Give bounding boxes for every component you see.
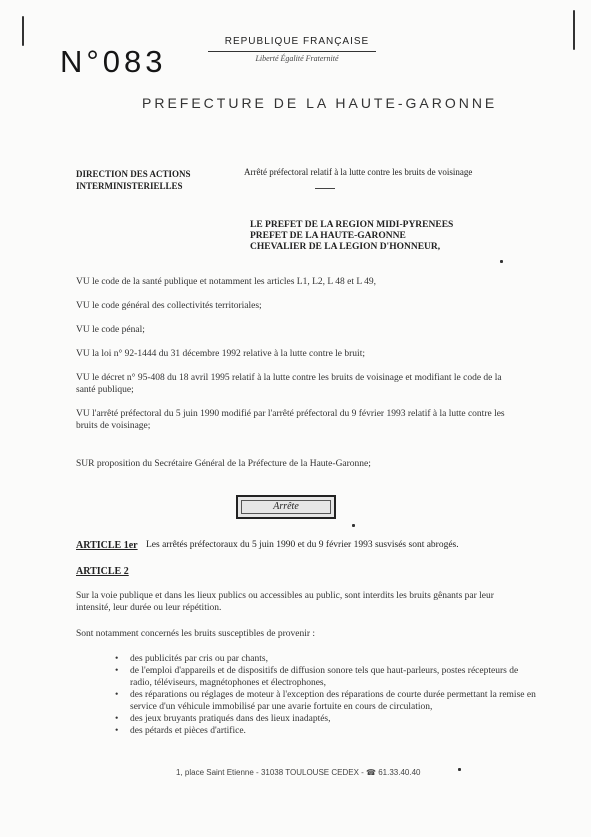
visa-4: VU la loi n° 92-1444 du 31 décembre 1992 relative à la lutte contre le bruit;: [76, 349, 365, 359]
article-2-heading: ARTICLE 2: [76, 566, 129, 577]
noise-sources-list: [112, 653, 540, 737]
article-2-para-2: Sont notamment concernés les bruits susceptibles de provenir :: [76, 629, 316, 639]
scan-speck: [458, 768, 461, 771]
header-rule: [208, 51, 376, 52]
visa-5: VU le décret n° 95-408 du 18 avril 1995 relatif à la lutte contre les bruits de voisinage et modifiant le code de la santé publique;: [76, 373, 502, 395]
list-item: • des jeux bruyants pratiqués dans des lieux inadaptés,: [130, 713, 540, 725]
article-1-heading: ARTICLE 1er: [76, 540, 138, 551]
prefecture-title: PREFECTURE DE LA HAUTE-GARONNE: [142, 95, 498, 111]
arrete-stamp: [236, 495, 336, 519]
title-dash: [315, 188, 335, 189]
scan-speck: [573, 10, 575, 50]
prefet-block: [250, 220, 510, 253]
republic-motto: Liberté Égalité Fraternité: [255, 54, 339, 63]
proposal-line: SUR proposition du Secrétaire Général de la Préfecture de la Haute-Garonne;: [76, 459, 371, 469]
stamp-text: Arrête: [241, 500, 331, 514]
article-2-para-1: Sur la voie publique et dans les lieux publics ou accessibles au public, sont interdits les bruits gênants par leur intensité, leur durée ou leur répétition.: [76, 591, 494, 613]
footer-address: 1, place Saint Etienne - 31038 TOULOUSE CEDEX - ☎ 61.33.40.40: [176, 768, 421, 777]
visa-2: VU le code général des collectivités territoriales;: [76, 301, 262, 311]
article-1-text: Les arrêtés préfectoraux du 5 juin 1990 et du 9 février 1993 susvisés sont abrogés.: [146, 540, 459, 550]
list-item: • des publicités par cris ou par chants,: [130, 653, 540, 665]
arrete-title: Arrêté préfectoral relatif à la lutte contre les bruits de voisinage: [244, 167, 473, 177]
visa-3: VU le code pénal;: [76, 325, 145, 335]
list-item: • des réparations ou réglages de moteur à l'exception des réparations de courte durée permettant la remise en service d'un véhicule immobilisé par une avarie fortuite en cours de circulation,: [130, 689, 540, 713]
direction-label: DIRECTION DES ACTIONS INTERMINISTERIELLES: [76, 169, 191, 191]
scan-speck: [352, 524, 355, 527]
list-item: • de l'emploi d'appareils et de dispositifs de diffusion sonore tels que haut-parleurs, postes récepteurs de radio, téléviseurs, magnétophones et électrophones,: [130, 665, 540, 689]
visa-6: VU l'arrêté préfectoral du 5 juin 1990 modifié par l'arrêté préfectoral du 9 février 1993 relatif à la lutte contre les bruits de voisinage;: [76, 409, 505, 431]
list-item: • des pétards et pièces d'artifice.: [130, 725, 540, 737]
republic-heading: REPUBLIQUE FRANÇAISE: [224, 36, 370, 47]
prefet-line-2: PREFET DE LA HAUTE-GARONNE: [250, 231, 406, 241]
prefet-line-1: LE PREFET DE LA REGION MIDI-PYRENEES: [250, 220, 454, 230]
scan-speck: [500, 260, 503, 263]
prefet-line-3: CHEVALIER DE LA LEGION D'HONNEUR,: [250, 242, 441, 252]
scan-speck: [22, 16, 24, 46]
visa-1: VU le code de la santé publique et notamment les articles L1, L2, L 48 et L 49,: [76, 277, 377, 287]
document-number: N°083: [60, 44, 167, 79]
